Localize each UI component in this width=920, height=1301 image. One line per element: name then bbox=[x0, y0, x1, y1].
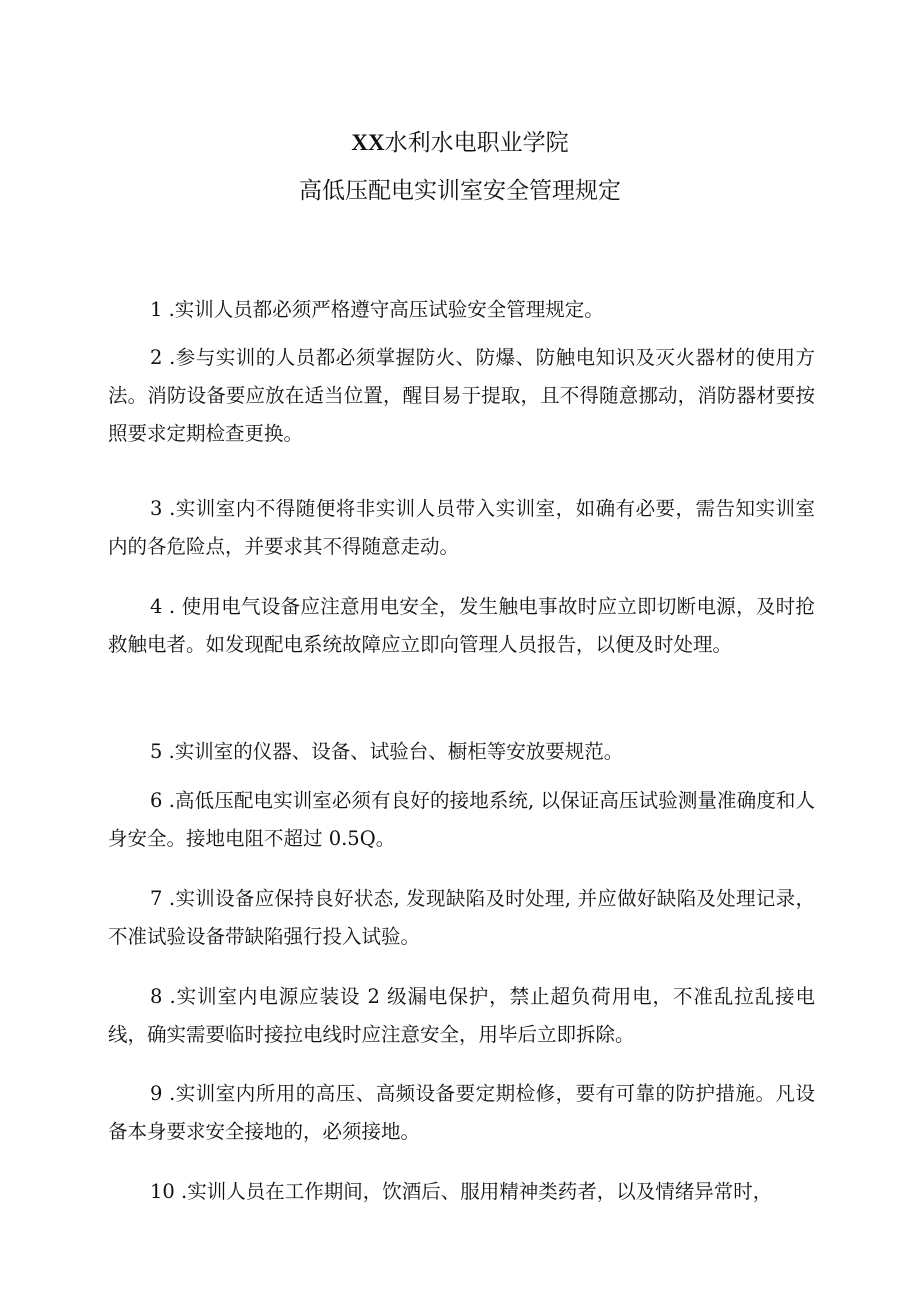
regulation-item-8: 8 .实训室内电源应装设 2 级漏电保护，禁止超负荷用电，不准乱拉乱接电线，确实需要临时接拉电线时应注意安全，用毕后立即拆除。 bbox=[108, 984, 815, 1046]
institution-name: 水利水电职业学院 bbox=[384, 130, 569, 156]
regulation-item-7: 7 .实训设备应保持良好状态, 发现缺陷及时处理, 并应做好缺陷及处理记录，不准试验设备带缺陷强行投入试验。 bbox=[108, 886, 815, 948]
regulation-item-2: 2 .参与实训的人员都必须掌握防火、防爆、防触电知识及灭火器材的使用方法。消防设备要应放在适当位置，醒目易于提取，且不得随意挪动，消防器材要按照要求定期检查更换。 bbox=[108, 345, 815, 445]
institution-prefix: XX bbox=[351, 130, 385, 155]
regulation-item-4: 4 . 使用电气设备应注意用电安全，发生触电事故时应立即切断电源，及时抢救触电者。如发现配电系统故障应立即向管理人员报告，以便及时处理。 bbox=[108, 594, 815, 656]
document-title-institution bbox=[0, 128, 920, 158]
regulation-item-10: 10 .实训人员在工作期间，饮酒后、服用精神类药者，以及情绪异常时， bbox=[150, 1179, 773, 1203]
regulation-item-5: 5 .实训室的仪器、设备、试验台、橱柜等安放要规范。 bbox=[150, 739, 624, 763]
regulation-item-9: 9 .实训室内所用的高压、高频设备要定期检修，要有可靠的防护措施。凡设备本身要求安全接地的，必须接地。 bbox=[108, 1081, 815, 1143]
document-title-regulation: 高低压配电实训室安全管理规定 bbox=[299, 178, 621, 204]
regulation-item-6: 6 .高低压配电实训室必须有良好的接地系统, 以保证高压试验测量准确度和人身安全。接地电阻不超过 0.5Q。 bbox=[108, 788, 815, 850]
regulation-item-1: 1 .实训人员都必须严格遵守高压试验安全管理规定。 bbox=[150, 297, 604, 321]
regulation-item-3: 3 .实训室内不得随便将非实训人员带入实训室，如确有必要，需告知实训室内的各危险点，并要求其不得随意走动。 bbox=[108, 496, 815, 558]
